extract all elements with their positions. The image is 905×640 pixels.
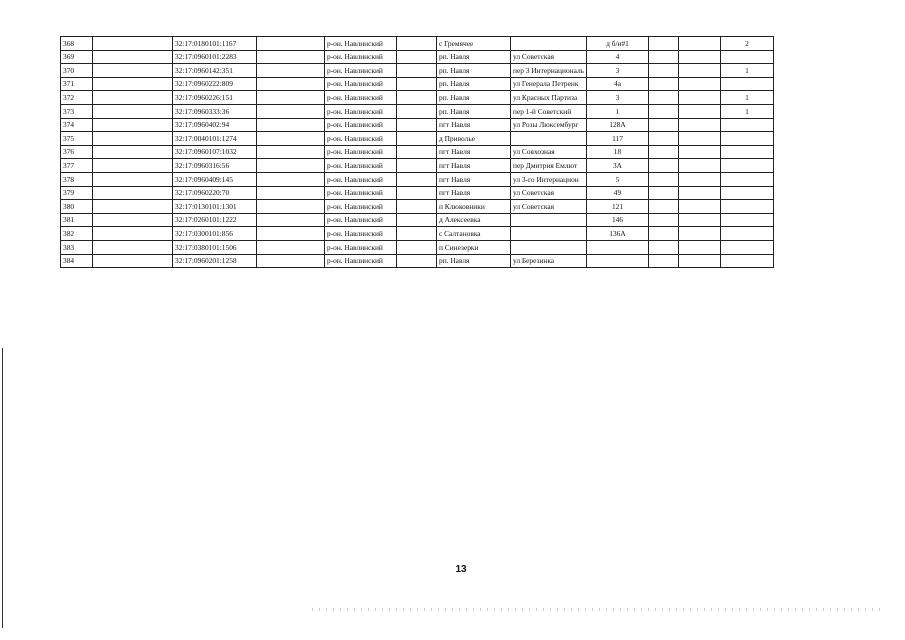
empty-cell — [397, 91, 437, 105]
empty-cell — [679, 64, 721, 78]
empty-cell — [649, 118, 679, 132]
table-row — [61, 159, 774, 173]
empty-cell — [93, 64, 173, 78]
empty-cell — [257, 213, 325, 227]
empty-cell — [257, 118, 325, 132]
settlement-cell: пгт Навля — [437, 172, 511, 186]
empty-cell — [257, 240, 325, 254]
street-cell: ул Березинка — [511, 254, 587, 268]
house-number-cell — [587, 254, 649, 268]
house-number-cell: 121 — [587, 200, 649, 214]
empty-cell — [93, 104, 173, 118]
page-number: 13 — [455, 564, 467, 575]
house-number-cell: 5 — [587, 172, 649, 186]
empty-cell — [397, 104, 437, 118]
empty-cell — [93, 227, 173, 241]
extra-value-cell: 1 — [721, 104, 774, 118]
empty-cell — [93, 254, 173, 268]
empty-cell — [679, 50, 721, 64]
property-registry-table — [60, 36, 774, 268]
empty-cell — [397, 159, 437, 173]
settlement-cell: рп. Навля — [437, 104, 511, 118]
empty-cell — [679, 213, 721, 227]
row-number-cell: 382 — [61, 227, 93, 241]
extra-value-cell — [721, 227, 774, 241]
empty-cell — [93, 145, 173, 159]
empty-cell — [93, 77, 173, 91]
settlement-cell: пгт Навля — [437, 145, 511, 159]
house-number-cell: 3А — [587, 159, 649, 173]
district-cell: р-он. Навлинский — [325, 213, 397, 227]
empty-cell — [397, 118, 437, 132]
registry-table-body — [61, 37, 774, 268]
settlement-cell: с Гремячее — [437, 37, 511, 51]
district-cell: р-он. Навлинский — [325, 227, 397, 241]
empty-cell — [93, 132, 173, 146]
cadastral-number-cell: 32:17:0960201:1258 — [173, 254, 257, 268]
left-margin-rule — [2, 348, 3, 618]
street-cell: ул Советская — [511, 50, 587, 64]
cadastral-number-cell: 32:17:0380101:1506 — [173, 240, 257, 254]
empty-cell — [649, 64, 679, 78]
empty-cell — [257, 172, 325, 186]
settlement-cell: д Алексеевка — [437, 213, 511, 227]
district-cell: р-он. Навлинский — [325, 104, 397, 118]
empty-cell — [679, 254, 721, 268]
empty-cell — [257, 186, 325, 200]
row-number-cell: 371 — [61, 77, 93, 91]
empty-cell — [679, 186, 721, 200]
empty-cell — [257, 132, 325, 146]
house-number-cell: 18 — [587, 145, 649, 159]
table-row — [61, 64, 774, 78]
cadastral-number-cell: 32:17:0960226:151 — [173, 91, 257, 105]
empty-cell — [257, 77, 325, 91]
row-number-cell: 376 — [61, 145, 93, 159]
street-cell: пер 3 Интернациональ — [511, 64, 587, 78]
extra-value-cell: 2 — [721, 37, 774, 51]
row-number-cell: 383 — [61, 240, 93, 254]
empty-cell — [93, 118, 173, 132]
house-number-cell: 3 — [587, 91, 649, 105]
table-row — [61, 172, 774, 186]
district-cell: р-он. Навлинский — [325, 50, 397, 64]
empty-cell — [257, 37, 325, 51]
empty-cell — [649, 132, 679, 146]
cadastral-number-cell: 32:17:0180101:1167 — [173, 37, 257, 51]
empty-cell — [397, 50, 437, 64]
empty-cell — [397, 145, 437, 159]
empty-cell — [397, 172, 437, 186]
row-number-cell: 384 — [61, 254, 93, 268]
row-number-cell: 373 — [61, 104, 93, 118]
extra-value-cell — [721, 213, 774, 227]
table-row — [61, 91, 774, 105]
cadastral-number-cell: 32:17:0300101:856 — [173, 227, 257, 241]
empty-cell — [93, 213, 173, 227]
table-row — [61, 213, 774, 227]
extra-value-cell — [721, 77, 774, 91]
empty-cell — [649, 186, 679, 200]
extra-value-cell — [721, 172, 774, 186]
empty-cell — [679, 118, 721, 132]
empty-cell — [93, 91, 173, 105]
table-row — [61, 186, 774, 200]
empty-cell — [679, 145, 721, 159]
empty-cell — [679, 200, 721, 214]
empty-cell — [397, 37, 437, 51]
district-cell: р-он. Навлинский — [325, 159, 397, 173]
district-cell: р-он. Навлинский — [325, 64, 397, 78]
street-cell — [511, 132, 587, 146]
empty-cell — [649, 145, 679, 159]
district-cell: р-он. Навлинский — [325, 145, 397, 159]
street-cell: ул Генерала Петренк — [511, 77, 587, 91]
extra-value-cell — [721, 145, 774, 159]
settlement-cell: рп. Навля — [437, 254, 511, 268]
house-number-cell — [587, 240, 649, 254]
empty-cell — [649, 159, 679, 173]
empty-cell — [93, 200, 173, 214]
left-margin-tick — [2, 618, 3, 628]
cadastral-number-cell: 32:17:0960316:56 — [173, 159, 257, 173]
empty-cell — [649, 91, 679, 105]
settlement-cell: рп. Навля — [437, 50, 511, 64]
empty-cell — [257, 254, 325, 268]
settlement-cell: с Салтановка — [437, 227, 511, 241]
district-cell: р-он. Навлинский — [325, 37, 397, 51]
cadastral-number-cell: 32:17:0960107:1032 — [173, 145, 257, 159]
empty-cell — [649, 77, 679, 91]
empty-cell — [397, 132, 437, 146]
cadastral-number-cell: 32:17:0960142:351 — [173, 64, 257, 78]
empty-cell — [649, 37, 679, 51]
street-cell: ул Советская — [511, 186, 587, 200]
empty-cell — [93, 172, 173, 186]
street-cell: ул Розы Люксембург — [511, 118, 587, 132]
empty-cell — [93, 240, 173, 254]
row-number-cell: 372 — [61, 91, 93, 105]
settlement-cell: рп. Навля — [437, 77, 511, 91]
extra-value-cell — [721, 50, 774, 64]
district-cell: р-он. Навлинский — [325, 200, 397, 214]
table-row — [61, 240, 774, 254]
empty-cell — [397, 240, 437, 254]
house-number-cell: 117 — [587, 132, 649, 146]
settlement-cell: пгт Навля — [437, 159, 511, 173]
empty-cell — [649, 213, 679, 227]
empty-cell — [679, 172, 721, 186]
empty-cell — [257, 64, 325, 78]
house-number-cell: д б/н#1 — [587, 37, 649, 51]
extra-value-cell: 1 — [721, 91, 774, 105]
street-cell: ул Советская — [511, 200, 587, 214]
settlement-cell: рп. Навля — [437, 91, 511, 105]
district-cell: р-он. Навлинский — [325, 77, 397, 91]
empty-cell — [257, 104, 325, 118]
street-cell — [511, 227, 587, 241]
row-number-cell: 368 — [61, 37, 93, 51]
extra-value-cell — [721, 132, 774, 146]
house-number-cell: 1 — [587, 104, 649, 118]
empty-cell — [649, 254, 679, 268]
cadastral-number-cell: 32:17:0260101:1222 — [173, 213, 257, 227]
settlement-cell: пгт Навля — [437, 186, 511, 200]
cadastral-number-cell: 32:17:0130101:1301 — [173, 200, 257, 214]
district-cell: р-он. Навлинский — [325, 91, 397, 105]
cadastral-number-cell: 32:17:0960409:145 — [173, 172, 257, 186]
empty-cell — [257, 200, 325, 214]
empty-cell — [649, 200, 679, 214]
house-number-cell: 3 — [587, 64, 649, 78]
district-cell: р-он. Навлинский — [325, 186, 397, 200]
empty-cell — [93, 159, 173, 173]
extra-value-cell — [721, 254, 774, 268]
cadastral-number-cell: 32:17:0960402:94 — [173, 118, 257, 132]
house-number-cell: 4а — [587, 77, 649, 91]
street-cell: пер 1-й Советский — [511, 104, 587, 118]
empty-cell — [257, 159, 325, 173]
table-row — [61, 200, 774, 214]
empty-cell — [257, 145, 325, 159]
extra-value-cell — [721, 240, 774, 254]
street-cell: ул Совхозная — [511, 145, 587, 159]
house-number-cell: 49 — [587, 186, 649, 200]
empty-cell — [679, 132, 721, 146]
empty-cell — [93, 186, 173, 200]
street-cell — [511, 37, 587, 51]
table-row — [61, 104, 774, 118]
row-number-cell: 374 — [61, 118, 93, 132]
empty-cell — [649, 227, 679, 241]
row-number-cell: 380 — [61, 200, 93, 214]
settlement-cell: п Синезерки — [437, 240, 511, 254]
district-cell: р-он. Навлинский — [325, 240, 397, 254]
street-cell: пер Дмитрия Емлют — [511, 159, 587, 173]
empty-cell — [649, 104, 679, 118]
row-number-cell: 375 — [61, 132, 93, 146]
table-row — [61, 37, 774, 51]
cadastral-number-cell: 32:17:0040101:1274 — [173, 132, 257, 146]
house-number-cell: 146 — [587, 213, 649, 227]
table-row — [61, 132, 774, 146]
district-cell: р-он. Навлинский — [325, 118, 397, 132]
empty-cell — [397, 213, 437, 227]
empty-cell — [679, 240, 721, 254]
cadastral-number-cell: 32:17:0960333:36 — [173, 104, 257, 118]
table-row — [61, 77, 774, 91]
row-number-cell: 379 — [61, 186, 93, 200]
empty-cell — [649, 172, 679, 186]
extra-value-cell — [721, 118, 774, 132]
extra-value-cell — [721, 159, 774, 173]
table-row — [61, 118, 774, 132]
cadastral-number-cell: 32:17:0960101:2283 — [173, 50, 257, 64]
empty-cell — [93, 37, 173, 51]
street-cell — [511, 240, 587, 254]
empty-cell — [397, 186, 437, 200]
settlement-cell: п Клюковники — [437, 200, 511, 214]
house-number-cell: 4 — [587, 50, 649, 64]
district-cell: р-он. Навлинский — [325, 132, 397, 146]
extra-value-cell — [721, 186, 774, 200]
settlement-cell: пгт Навля — [437, 118, 511, 132]
table-row — [61, 254, 774, 268]
empty-cell — [257, 227, 325, 241]
house-number-cell: 136А — [587, 227, 649, 241]
cadastral-number-cell: 32:17:0960222:809 — [173, 77, 257, 91]
empty-cell — [257, 91, 325, 105]
district-cell: р-он. Навлинский — [325, 254, 397, 268]
empty-cell — [649, 240, 679, 254]
settlement-cell: рп. Навля — [437, 64, 511, 78]
extra-value-cell: 1 — [721, 64, 774, 78]
row-number-cell: 378 — [61, 172, 93, 186]
row-number-cell: 381 — [61, 213, 93, 227]
empty-cell — [649, 50, 679, 64]
empty-cell — [397, 254, 437, 268]
empty-cell — [679, 77, 721, 91]
empty-cell — [93, 50, 173, 64]
cadastral-number-cell: 32:17:0960220:70 — [173, 186, 257, 200]
table-row — [61, 145, 774, 159]
empty-cell — [397, 200, 437, 214]
street-cell — [511, 213, 587, 227]
street-cell: ул 3-го Интернацион — [511, 172, 587, 186]
settlement-cell: д Приволье — [437, 132, 511, 146]
empty-cell — [679, 37, 721, 51]
house-number-cell: 128А — [587, 118, 649, 132]
empty-cell — [679, 159, 721, 173]
extra-value-cell — [721, 200, 774, 214]
district-cell: р-он. Навлинский — [325, 172, 397, 186]
table-row — [61, 50, 774, 64]
empty-cell — [257, 50, 325, 64]
row-number-cell: 370 — [61, 64, 93, 78]
empty-cell — [397, 64, 437, 78]
empty-cell — [679, 227, 721, 241]
empty-cell — [397, 227, 437, 241]
empty-cell — [397, 77, 437, 91]
scan-artifact-line — [312, 608, 882, 611]
street-cell: ул Красных Партиза — [511, 91, 587, 105]
empty-cell — [679, 104, 721, 118]
row-number-cell: 369 — [61, 50, 93, 64]
table-row — [61, 227, 774, 241]
empty-cell — [679, 91, 721, 105]
row-number-cell: 377 — [61, 159, 93, 173]
